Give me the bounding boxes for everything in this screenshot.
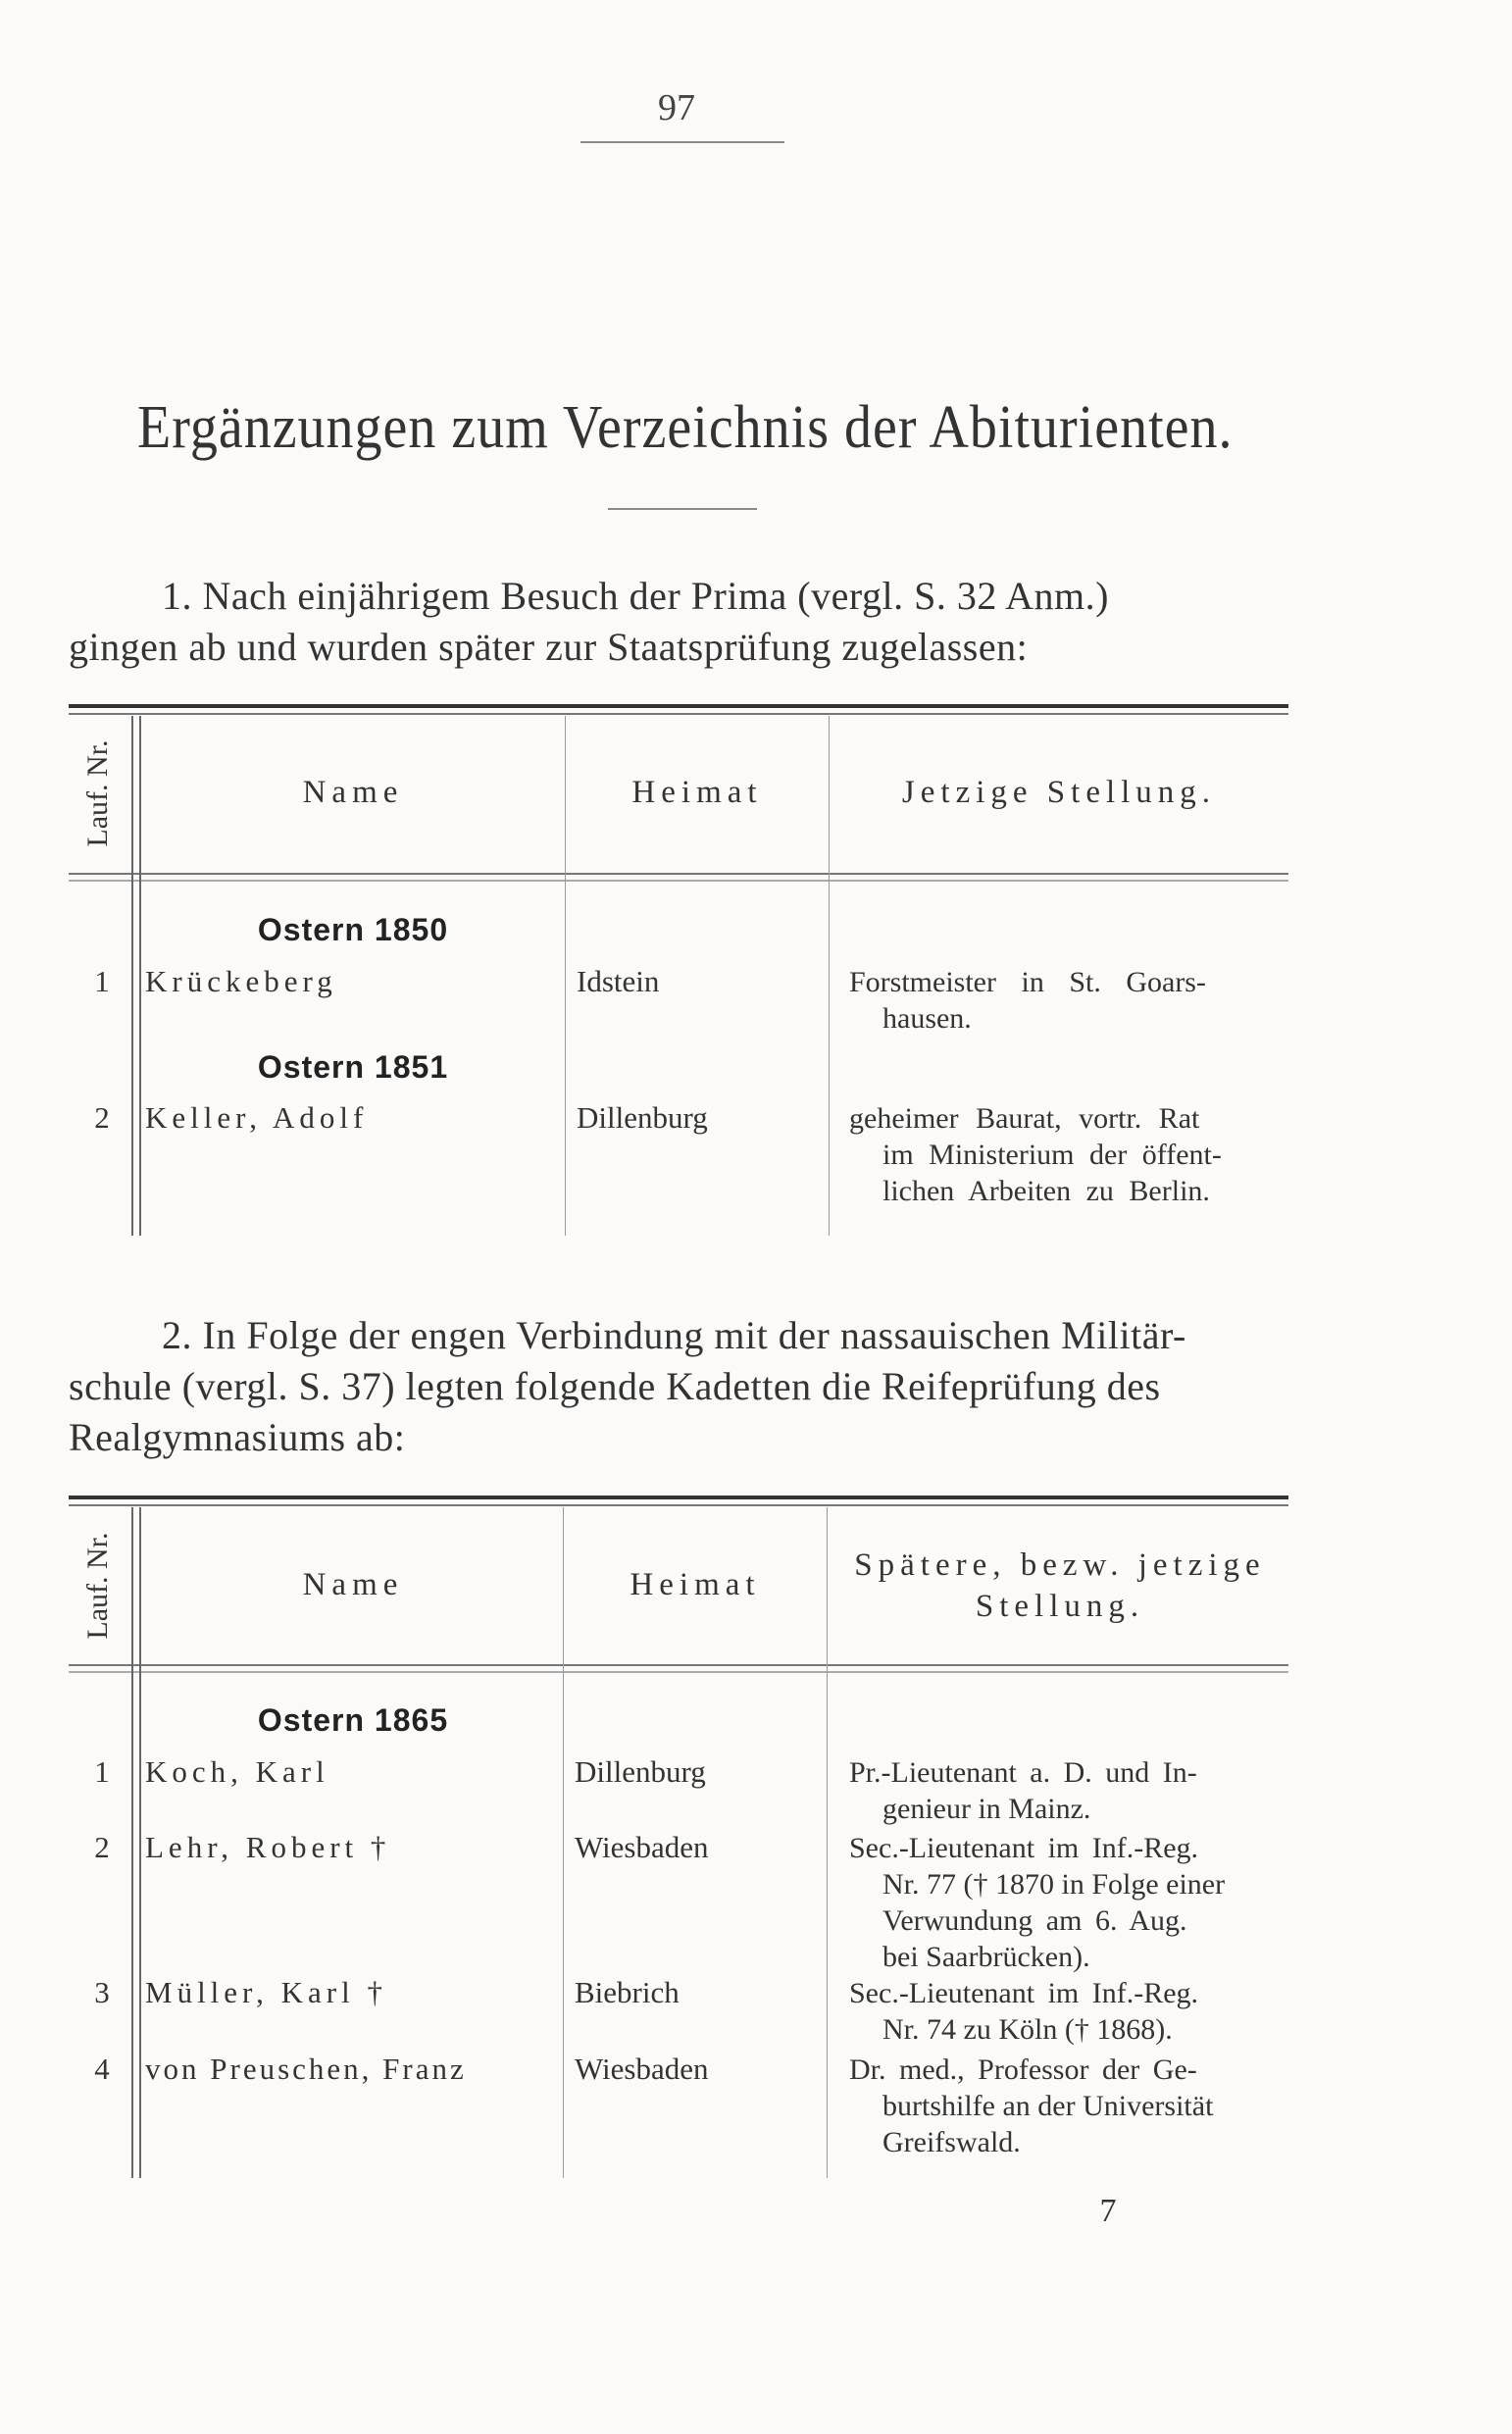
stellung-line: bei Saarbrücken). (882, 1941, 1090, 1973)
section2-intro-line: 2. In Folge der engen Verbindung mit der nassauischen Militär- (162, 1313, 1186, 1357)
row-name: von Preuschen, Franz (145, 2052, 467, 2086)
row-stellung (849, 1975, 1285, 2048)
table1-top-rule (69, 704, 1288, 708)
row-number: 2 (94, 1100, 110, 1135)
table2-header-rule (69, 1664, 1288, 1666)
stellung-line: Forstmeister in St. Goars- (849, 966, 1206, 998)
stellung-line: Pr.-Lieutenant a. D. und In- (849, 1756, 1197, 1789)
table2-top-rule (69, 1496, 1288, 1499)
row-number: 4 (94, 2052, 110, 2086)
row-number: 1 (94, 964, 110, 998)
table1-col-line (131, 716, 133, 1236)
table2-col-line (827, 1507, 828, 2178)
table2-col-line (139, 1507, 141, 2178)
table1-col-line (139, 716, 141, 1236)
row-stellung (849, 1100, 1285, 1209)
table2-col-line (131, 1507, 133, 2178)
header-name: Name (302, 1567, 404, 1602)
row-name: Keller, Adolf (145, 1100, 369, 1135)
section1-intro (69, 571, 1304, 673)
table2-header-rule-2 (69, 1671, 1288, 1673)
header-heimat: Heimat (631, 775, 763, 810)
stellung-line: hausen. (882, 1002, 972, 1035)
title-divider (608, 508, 757, 510)
row-heimat: Idstein (577, 964, 660, 998)
row-heimat: Dillenburg (577, 1100, 708, 1135)
header-stellung: Spätere, bezw. jetzige (854, 1547, 1266, 1583)
section2-intro-line: schule (vergl. S. 37) legten folgende Kadetten die Reifeprüfung des (69, 1364, 1161, 1408)
table2-col-line (563, 1507, 564, 2178)
header-name: Name (302, 775, 404, 810)
stellung-line: Nr. 77 († 1870 in Folge einer (882, 1868, 1226, 1901)
stellung-line: burtshilfe an der Universität (882, 2090, 1214, 2122)
header-lauf-nr: Lauf. Nr. (81, 1532, 114, 1640)
stellung-line: Dr. med., Professor der Ge- (849, 2054, 1197, 2086)
stellung-line: lichen Arbeiten zu Berlin. (882, 1175, 1210, 1207)
stellung-line: Greifswald. (882, 2126, 1021, 2158)
table1-col-line (829, 716, 830, 1236)
row-heimat: Wiesbaden (575, 1830, 709, 1864)
header-heimat: Heimat (630, 1567, 761, 1602)
table1-header-rule (69, 873, 1288, 875)
page-title: Ergänzungen zum Verzeichnis der Abiturienten. (137, 393, 1234, 462)
row-heimat: Dillenburg (575, 1754, 706, 1789)
stellung-line: im Ministerium der öffent- (882, 1139, 1222, 1171)
row-number: 3 (94, 1975, 110, 2009)
group-label: Ostern 1850 (257, 912, 449, 947)
row-name: Krückeberg (145, 964, 337, 998)
page-number: 97 (658, 87, 695, 128)
stellung-line: geheimer Baurat, vortr. Rat (849, 1102, 1200, 1135)
stellung-line: Verwundung am 6. Aug. (882, 1904, 1187, 1937)
table1-top-rule-2 (69, 713, 1288, 715)
row-stellung (849, 964, 1285, 1037)
group-label: Ostern 1865 (257, 1702, 449, 1738)
section2-intro (69, 1310, 1304, 1463)
row-number: 1 (94, 1754, 110, 1789)
stellung-line: genieur in Mainz. (882, 1793, 1091, 1825)
header-lauf-nr: Lauf. Nr. (81, 739, 114, 847)
header-stellung: Jetzige Stellung. (901, 775, 1217, 810)
row-heimat: Biebrich (575, 1975, 680, 2009)
table2-top-rule-2 (69, 1504, 1288, 1506)
row-stellung (849, 1830, 1285, 1975)
stellung-line: Nr. 74 zu Köln († 1868). (882, 2013, 1173, 2046)
table1-col-line (565, 716, 566, 1236)
row-name: Müller, Karl † (145, 1975, 387, 2009)
row-number: 2 (94, 1830, 110, 1864)
page-number-rule (580, 141, 784, 143)
stellung-line: Sec.-Lieutenant im Inf.-Reg. (849, 1832, 1199, 1864)
header-stellung-2: Stellung. (975, 1589, 1145, 1624)
group-label: Ostern 1851 (257, 1049, 449, 1085)
row-stellung (849, 2052, 1285, 2160)
table1-header-rule-2 (69, 880, 1288, 882)
row-name-text: Koch, Karl (145, 1754, 329, 1789)
row-name (145, 1754, 329, 1790)
section1-intro-line: gingen ab und wurden später zur Staatsprüfung zugelassen: (69, 625, 1029, 669)
stellung-line: Sec.-Lieutenant im Inf.-Reg. (849, 1977, 1199, 2009)
row-stellung (849, 1754, 1285, 1827)
signature-mark: 7 (1099, 2193, 1117, 2229)
row-heimat: Wiesbaden (575, 2052, 709, 2086)
section2-intro-line: Realgymnasiums ab: (69, 1415, 406, 1459)
section1-intro-line: 1. Nach einjährigem Besuch der Prima (vergl. S. 32 Anm.) (162, 574, 1109, 618)
row-name: Lehr, Robert † (145, 1830, 391, 1864)
